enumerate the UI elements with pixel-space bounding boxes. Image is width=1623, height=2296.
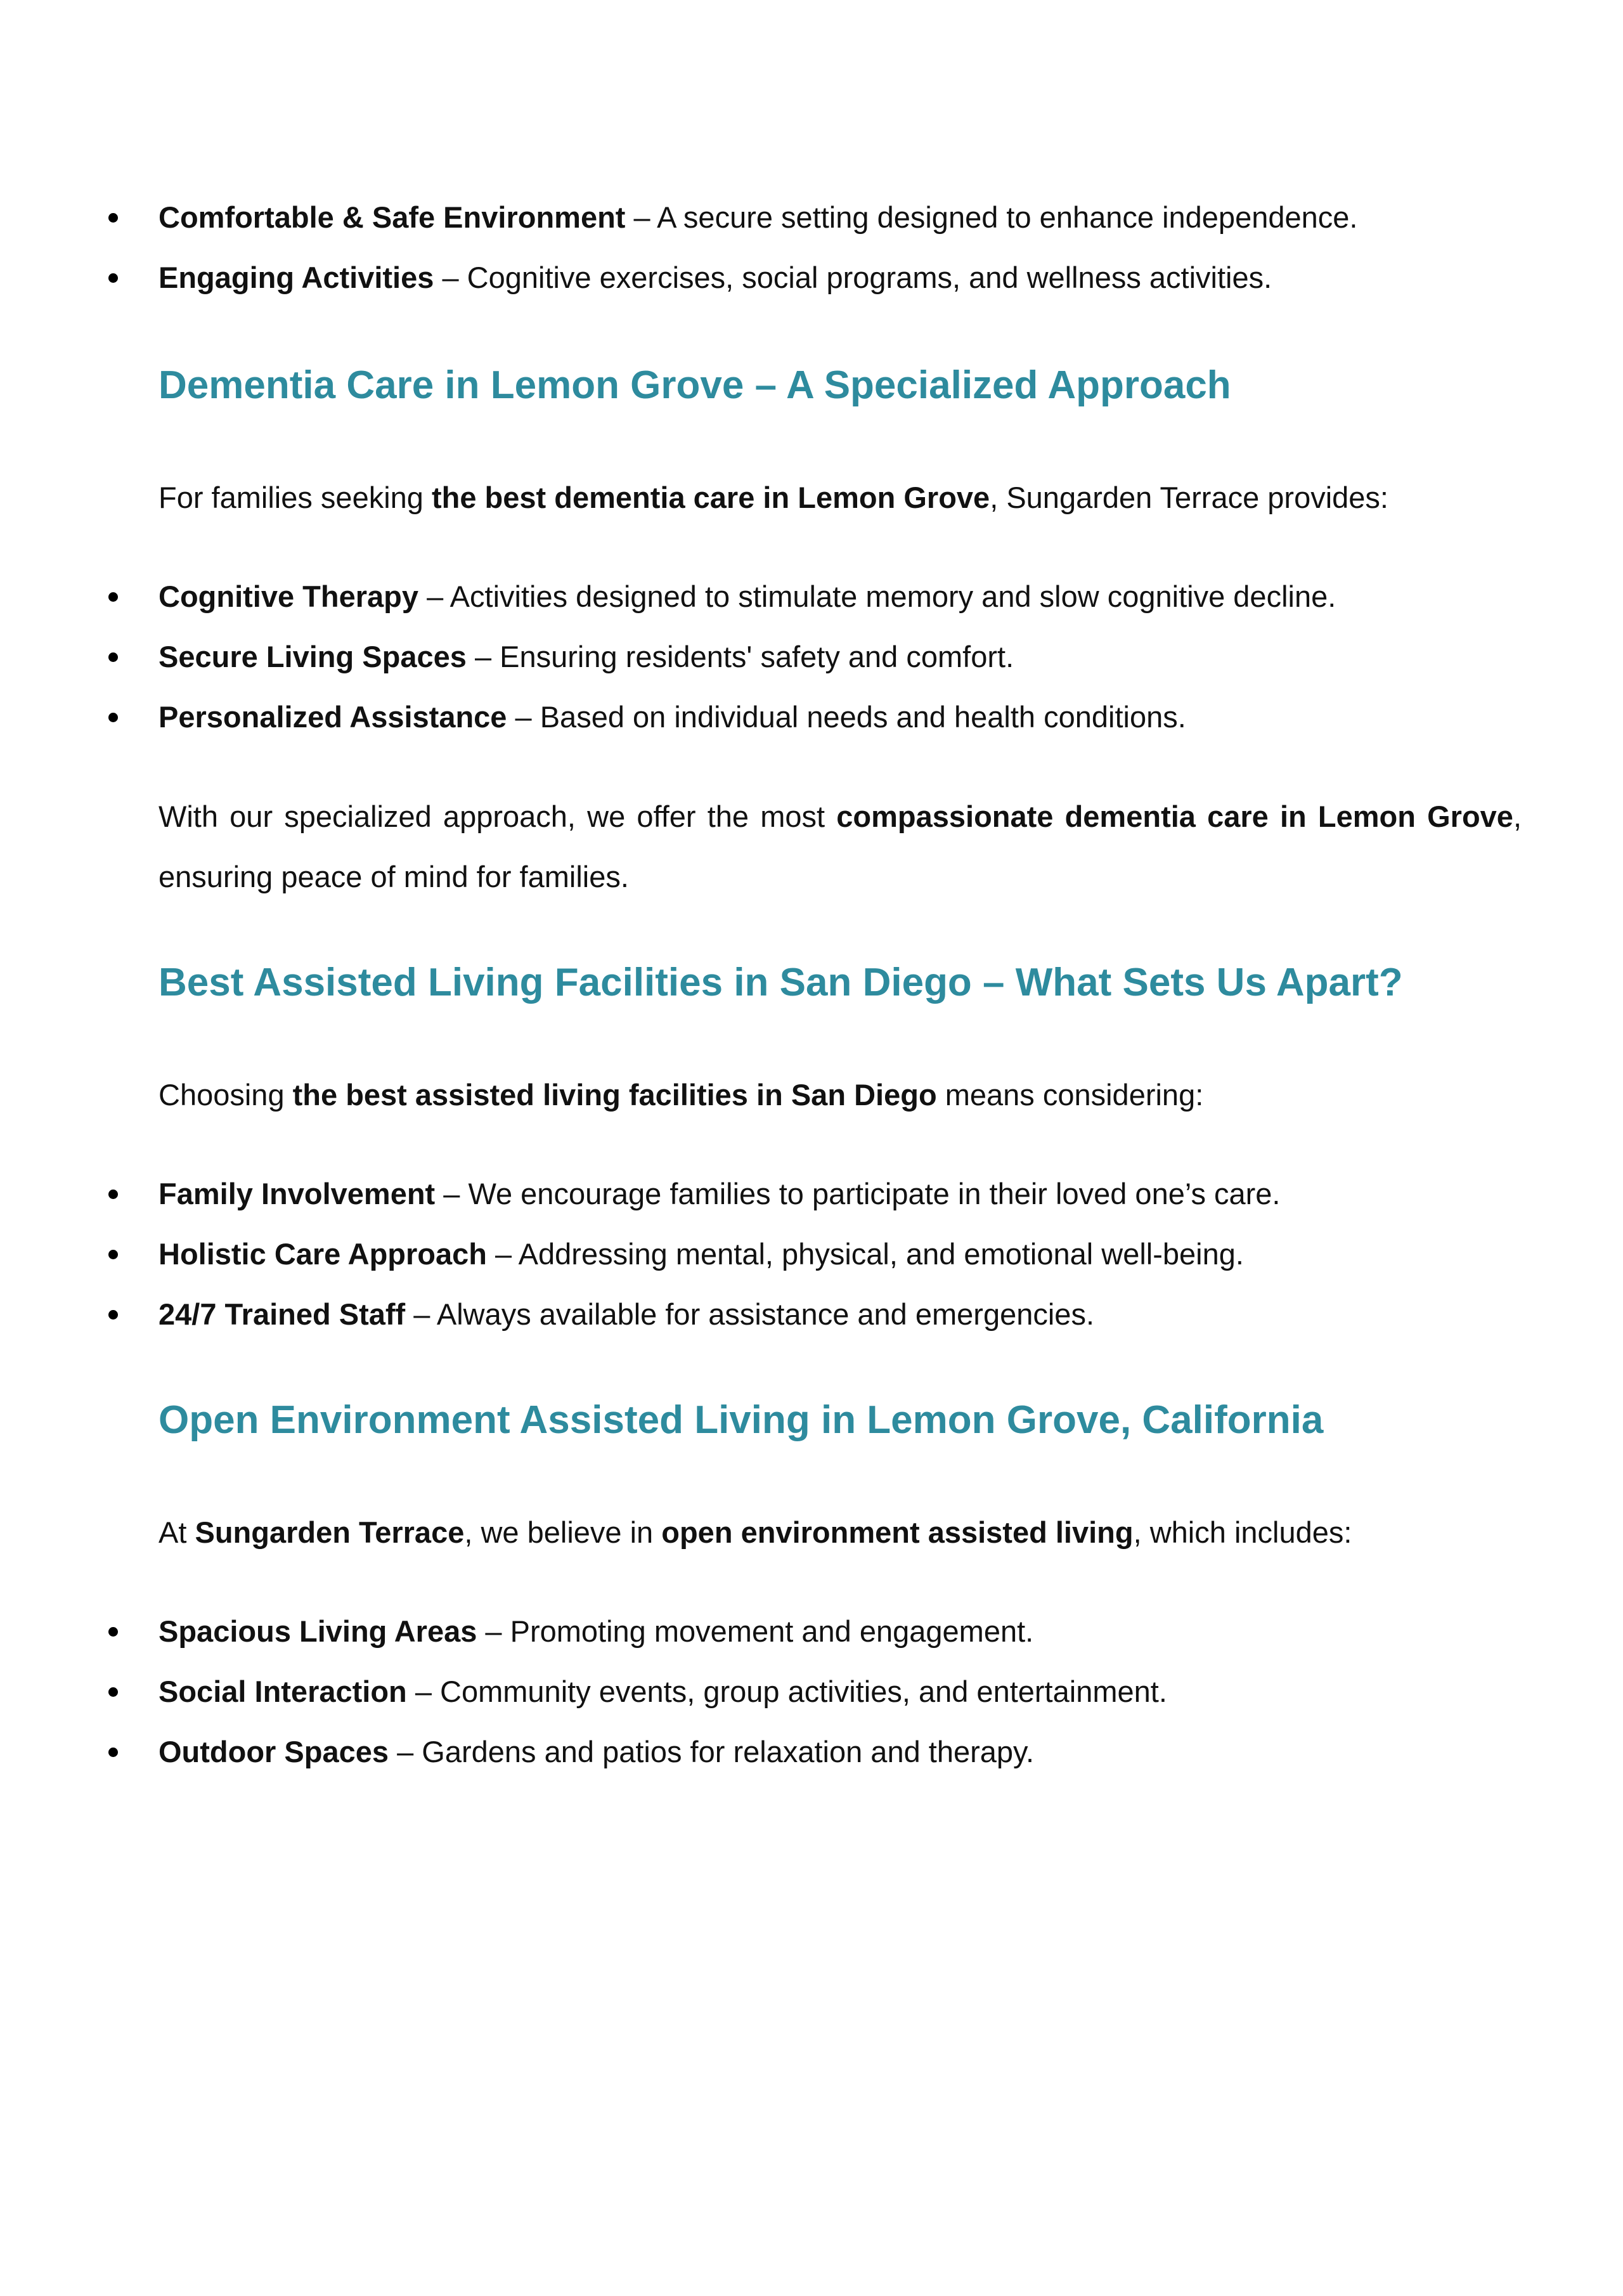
bullet-icon [108,1748,118,1757]
bullet-icon [108,1310,118,1320]
intro-text: Choosing [158,1078,293,1112]
intro-bold-text: open environment assisted living [661,1515,1134,1549]
list-item [0,626,1623,687]
list-item [0,1164,1623,1224]
list-item-desc: – A secure setting designed to enhance independence. [625,200,1358,234]
open-environment-list [0,1601,1623,1782]
best-assisted-list [0,1164,1623,1344]
dementia-heading: Dementia Care in Lemon Grove – A Specialized Approach [158,363,1231,407]
list-item-term: Holistic Care Approach [158,1237,487,1271]
intro-bold-text: Sungarden Terrace [195,1515,465,1549]
open-environment-intro [158,1514,1352,1552]
bullet-icon [108,273,118,283]
list-item [0,247,1623,308]
paragraph-text: , ensuring peace of mind for families. [158,800,1522,893]
list-item [0,1722,1623,1782]
list-item [0,1601,1623,1661]
list-item-term: Secure Living Spaces [158,640,467,673]
list-item [0,1661,1623,1722]
list-item [0,1284,1623,1344]
list-item-desc: – Community events, group activities, and entertainment. [406,1675,1167,1708]
list-item-term: Personalized Assistance [158,700,507,734]
list-item-desc: – Promoting movement and engagement. [477,1614,1034,1648]
intro-text: , which includes: [1133,1515,1352,1549]
bullet-icon [108,1190,118,1199]
list-item [0,1224,1623,1284]
list-item-term: Outdoor Spaces [158,1735,389,1768]
dementia-list [0,566,1623,747]
list-item [0,566,1623,626]
intro-text: , Sungarden Terrace provides: [990,481,1388,514]
paragraph-text: With our specialized approach, we offer the most [158,800,837,833]
top-feature-list [0,187,1623,308]
dementia-closing-paragraph [158,786,1522,907]
list-item-desc: – Cognitive exercises, social programs, and wellness activities. [434,261,1272,294]
intro-bold-text: the best assisted living facilities in San Diego [292,1078,937,1112]
list-item-desc: – Gardens and patios for relaxation and therapy. [389,1735,1035,1768]
best-assisted-intro [158,1076,1203,1114]
list-item [0,687,1623,747]
list-item-desc: – Always available for assistance and emergencies. [405,1297,1095,1331]
list-item-term: Spacious Living Areas [158,1614,477,1648]
list-item [0,187,1623,247]
list-item-desc: – We encourage families to participate in their loved one’s care. [435,1177,1281,1210]
list-item-desc: – Based on individual needs and health conditions. [507,700,1186,734]
list-item-term: Social Interaction [158,1675,407,1708]
list-item-term: 24/7 Trained Staff [158,1297,406,1331]
bullet-icon [108,592,118,602]
intro-text: , we believe in [464,1515,662,1549]
list-item-desc: – Activities designed to stimulate memory and slow cognitive decline. [418,580,1336,613]
intro-text: At [158,1515,195,1549]
dementia-intro [158,479,1388,517]
list-item-desc: – Ensuring residents' safety and comfort. [466,640,1014,673]
list-item-term: Engaging Activities [158,261,434,294]
bullet-icon [108,213,118,223]
intro-text: means considering: [936,1078,1204,1112]
paragraph-bold-text: compassionate dementia care in Lemon Grove [836,800,1513,833]
bullet-icon [108,1250,118,1259]
bullet-icon [108,713,118,722]
list-item-term: Family Involvement [158,1177,436,1210]
intro-text: For families seeking [158,481,432,514]
list-item-desc: – Addressing mental, physical, and emotional well-being. [487,1237,1244,1271]
bullet-icon [108,652,118,662]
list-item-term: Comfortable & Safe Environment [158,200,626,234]
intro-bold-text: the best dementia care in Lemon Grove [432,481,990,514]
best-assisted-heading: Best Assisted Living Facilities in San Diego – What Sets Us Apart? [158,961,1403,1004]
list-item-term: Cognitive Therapy [158,580,419,613]
bullet-icon [108,1627,118,1637]
bullet-icon [108,1687,118,1697]
open-environment-heading: Open Environment Assisted Living in Lemon Grove, California [158,1398,1324,1442]
